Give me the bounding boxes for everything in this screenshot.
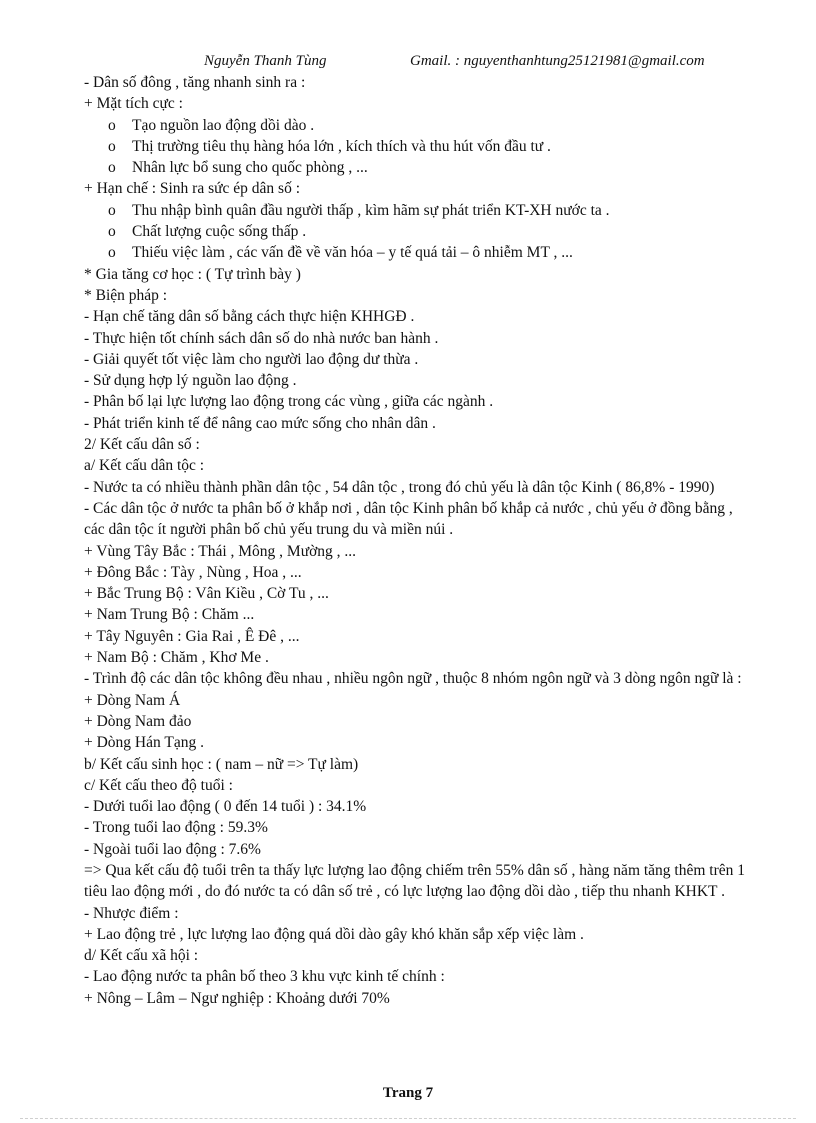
text-line — [84, 945, 754, 966]
text-line — [84, 711, 754, 732]
line-text: - Thực hiện tốt chính sách dân số do nhà nước ban hành . — [84, 329, 439, 347]
line-text: + Bắc Trung Bộ : Vân Kiều , Cờ Tu , ... — [84, 585, 329, 603]
text-line — [84, 647, 754, 668]
line-text: + Đông Bắc : Tày , Nùng , Hoa , ... — [84, 563, 302, 581]
line-text: + Lao động trẻ , lực lượng lao động quá dồi dào gây khó khăn sắp xếp việc làm . — [84, 925, 584, 943]
bullet-item — [84, 200, 754, 221]
text-line — [84, 306, 754, 327]
line-text: + Nam Bộ : Chăm , Khơ Me . — [84, 649, 269, 667]
line-text: Chất lượng cuộc sống thấp . — [132, 223, 307, 241]
text-line — [84, 668, 754, 689]
line-text: + Nam Trung Bộ : Chăm ... — [84, 606, 255, 624]
document-body — [84, 72, 754, 1009]
text-line — [84, 796, 754, 817]
text-line — [84, 924, 754, 945]
line-text: * Gia tăng cơ học : ( Tự trình bày ) — [84, 265, 301, 283]
line-text: + Dòng Hán Tạng . — [84, 734, 204, 752]
text-line — [84, 349, 754, 370]
bullet-marker: o — [108, 244, 116, 262]
text-line — [84, 434, 754, 455]
text-line — [84, 775, 754, 796]
text-line — [84, 413, 754, 434]
text-line — [84, 455, 754, 476]
line-text: - Lao động nước ta phân bố theo 3 khu vực kinh tế chính : — [84, 968, 445, 986]
line-text: Thiếu việc làm , các vấn đề về văn hóa – y tế quá tải – ô nhiễm MT , ... — [132, 244, 573, 262]
text-line — [84, 988, 754, 1009]
line-text: a/ Kết cấu dân tộc : — [84, 457, 205, 475]
line-text: Tạo nguồn lao động dồi dào . — [132, 116, 315, 134]
line-text: - Phát triển kinh tế để nâng cao mức sống cho nhân dân . — [84, 414, 436, 432]
text-line — [84, 754, 754, 775]
bullet-marker: o — [108, 137, 116, 155]
page-header — [0, 53, 816, 73]
line-text: - Dưới tuổi lao động ( 0 đến 14 tuổi ) : 34.1% — [84, 798, 367, 816]
text-line — [84, 285, 754, 306]
text-line — [84, 72, 754, 93]
bullet-item — [84, 242, 754, 263]
bullet-item — [84, 221, 754, 242]
author-name: Nguyễn Thanh Tùng — [204, 53, 327, 69]
line-text: => Qua kết cấu độ tuổi trên ta thấy lực lượng lao động chiếm trên 55% dân số , hàng năm tăng thêm trên 1 tiêu lao động mới , do đó nước ta có dân số trẻ , có lực lượng lao động dồi dào , tiếp thu nhanh KHKT . — [84, 861, 746, 901]
text-line — [84, 903, 754, 924]
bullet-marker: o — [108, 223, 116, 241]
text-line — [84, 562, 754, 583]
line-text: - Giải quyết tốt việc làm cho người lao động dư thừa . — [84, 350, 419, 368]
bullet-item — [84, 157, 754, 178]
page-bottom-rule — [20, 1118, 796, 1119]
text-line — [84, 583, 754, 604]
line-text: + Dòng Nam đảo — [84, 712, 192, 730]
text-line — [84, 732, 754, 753]
line-text: - Nước ta có nhiều thành phần dân tộc , 54 dân tộc , trong đó chủ yếu là dân tộc Kinh ( 86,8% - 1990) — [84, 478, 715, 496]
text-line — [84, 178, 754, 199]
text-line — [84, 690, 754, 711]
text-line — [84, 370, 754, 391]
line-text: Thu nhập bình quân đầu người thấp , kìm hãm sự phát triển KT-XH nước ta . — [132, 201, 610, 219]
line-text: + Vùng Tây Bắc : Thái , Mông , Mường , ... — [84, 542, 357, 560]
line-text: - Trình độ các dân tộc không đều nhau , nhiều ngôn ngữ , thuộc 8 nhóm ngôn ngữ và 3 dòng ngôn ngữ là : — [84, 670, 742, 688]
author-email: Gmail. : nguyenthanhtung25121981@gmail.com — [410, 53, 705, 69]
text-line — [84, 839, 754, 860]
line-text: Nhân lực bổ sung cho quốc phòng , ... — [132, 159, 368, 177]
bullet-item — [84, 136, 754, 157]
text-line — [84, 604, 754, 625]
page-number: Trang 7 — [382, 1085, 434, 1101]
line-text: - Phân bố lại lực lượng lao động trong các vùng , giữa các ngành . — [84, 393, 494, 411]
line-text: c/ Kết cấu theo độ tuổi : — [84, 776, 233, 794]
line-text: - Hạn chế tăng dân số bằng cách thực hiện KHHGĐ . — [84, 308, 415, 326]
line-text: - Dân số đông , tăng nhanh sinh ra : — [84, 74, 306, 91]
line-text: + Hạn chế : Sinh ra sức ép dân số : — [84, 180, 301, 198]
text-line — [84, 860, 754, 903]
line-text: + Dòng Nam Á — [84, 691, 181, 709]
bullet-marker: o — [108, 116, 116, 134]
line-text: - Sử dụng hợp lý nguồn lao động . — [84, 372, 297, 390]
text-line — [84, 541, 754, 562]
line-text: 2/ Kết cấu dân số : — [84, 436, 200, 454]
line-text: - Ngoài tuổi lao động : 7.6% — [84, 840, 261, 858]
line-text: + Nông – Lâm – Ngư nghiệp : Khoảng dưới 70% — [84, 989, 390, 1007]
line-text: - Trong tuổi lao động : 59.3% — [84, 819, 268, 837]
line-text: d/ Kết cấu xã hội : — [84, 947, 199, 965]
text-line — [84, 477, 754, 498]
bullet-item — [84, 115, 754, 136]
line-text: b/ Kết cấu sinh học : ( nam – nữ => Tự làm) — [84, 755, 359, 773]
text-line — [84, 817, 754, 838]
line-text: + Tây Nguyên : Gia Rai , Ê Đê , ... — [84, 627, 300, 645]
text-line — [84, 966, 754, 987]
text-line — [84, 328, 754, 349]
text-line — [84, 498, 754, 541]
line-text: * Biện pháp : — [84, 286, 168, 304]
text-line — [84, 93, 754, 114]
text-line — [84, 626, 754, 647]
text-line — [84, 264, 754, 285]
line-text: - Nhược điểm : — [84, 904, 179, 922]
line-text: - Các dân tộc ở nước ta phân bố ở khắp nơi , dân tộc Kinh phân bố khắp cả nước , chủ yếu ở đồng bằng , các dân tộc ít người phân bố chủ yếu trung du và miền núi . — [84, 499, 733, 539]
text-line — [84, 391, 754, 412]
bullet-marker: o — [108, 159, 116, 177]
line-text: Thị trường tiêu thụ hàng hóa lớn , kích thích và thu hút vốn đầu tư . — [132, 137, 551, 155]
bullet-marker: o — [108, 201, 116, 219]
line-text: + Mặt tích cực : — [84, 95, 183, 113]
